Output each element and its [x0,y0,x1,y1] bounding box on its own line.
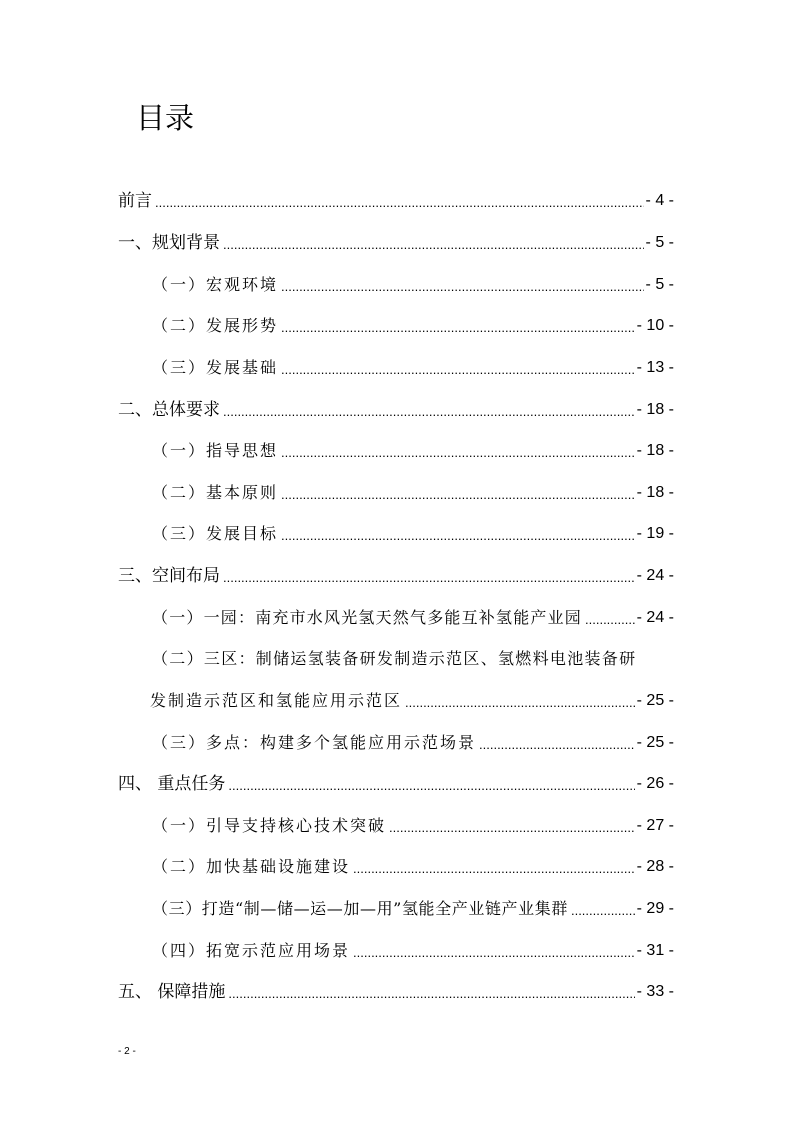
toc-entry-title: 五、 保障措施 [118,982,226,1002]
toc-leader-dots [281,446,635,459]
toc-entry[interactable] [118,769,674,795]
toc-page-number: - 31 - [636,942,674,959]
toc-entry[interactable] [118,936,674,962]
toc-entry-title: （一）一园：南充市水风光氢天然气多能互补氢能产业园 [152,608,583,627]
toc-leader-dots [281,363,635,376]
toc-leader-dots [353,946,635,959]
toc-page-number: - 28 - [636,858,674,875]
toc-page-number: - 5 - [645,234,674,251]
toc-entry[interactable] [118,811,674,837]
toc-entry-title: （一）引导支持核心技术突破 [152,816,387,835]
toc-page-number: - 24 - [636,609,674,626]
toc-entry-title: 一、规划背景 [118,233,220,253]
toc-leader-dots [281,280,644,293]
toc-entry-title: （二）基本原则 [152,483,279,502]
toc-entry-title: 三、空间布局 [118,566,220,586]
toc-entry[interactable] [118,519,674,545]
toc-leader-dots [479,738,635,751]
toc-leader-dots [155,196,644,209]
toc-leader-dots [223,238,644,251]
toc-leader-dots [223,571,635,584]
toc-page-number: - 4 - [645,192,674,209]
toc-entry-title: （三）打造“制—储—运—加—用”氢能全产业链产业集群 [152,899,568,918]
toc-entry-title: 前言 [118,191,152,211]
toc-entry[interactable] [150,686,674,712]
toc-page-number: - 19 - [636,525,674,542]
toc-entry-title: （二）发展形势 [152,316,279,335]
toc-entry[interactable] [118,311,674,337]
toc-entry-title-continuation: 发制造示范区和氢能应用示范区 [150,691,403,710]
toc-entry[interactable] [118,603,674,629]
toc-entry-title[interactable]: （二）三区：制储运氢装备研发制造示范区、氢燃料电池装备研 [152,649,637,668]
toc-entry-title: （三）多点：构建多个氢能应用示范场景 [152,733,477,752]
toc-entry-title: （一）指导思想 [152,441,279,460]
toc-entry-title: （四）拓宽示范应用场景 [152,941,351,960]
toc-entry-title: 二、总体要求 [118,400,220,420]
toc-entry[interactable] [118,478,674,504]
page-title: 目录 [136,101,195,135]
toc-entry[interactable] [118,395,674,421]
toc-page-number: - 18 - [636,442,674,459]
toc-page-number: - 13 - [636,359,674,376]
toc-leader-dots [281,529,635,542]
toc-entry[interactable] [118,977,674,1003]
toc-entry[interactable] [118,228,674,254]
toc-page-number: - 26 - [636,775,674,792]
toc-entry-title: （三）发展目标 [152,524,279,543]
toc-page-number: - 27 - [636,817,674,834]
toc-leader-dots [353,862,635,875]
toc-entry-title: 四、 重点任务 [118,774,226,794]
toc-leader-dots [228,987,634,1000]
toc-entry[interactable] [118,894,674,920]
toc-entry[interactable] [118,728,674,754]
toc-entry-title: （三）发展基础 [152,358,279,377]
toc-page-number: - 5 - [645,276,674,293]
toc-leader-dots [228,779,634,792]
toc-page-number: - 18 - [636,484,674,501]
toc-entry[interactable] [118,436,674,462]
toc-leader-dots [585,613,635,626]
toc-entry-title: （一）宏观环境 [152,275,279,294]
toc-page-number: - 29 - [636,900,674,917]
toc-page-number: - 24 - [636,567,674,584]
toc-leader-dots [389,821,635,834]
toc-page-number: - 33 - [636,983,674,1000]
toc-page-number: - 25 - [636,692,674,709]
toc-page-number: - 10 - [636,317,674,334]
toc-entry[interactable] [118,852,674,878]
toc-leader-dots [571,904,635,917]
toc-leader-dots [223,405,635,418]
toc-leader-dots [281,488,635,501]
toc-leader-dots [405,696,635,709]
page-number-footer: - 2 - [118,1046,136,1057]
toc-entry-title: （二）加快基础设施建设 [152,857,351,876]
toc-entry[interactable] [118,353,674,379]
toc-entry[interactable] [118,561,674,587]
toc-page-number: - 18 - [636,401,674,418]
toc-entry[interactable] [118,186,674,212]
toc-leader-dots [281,321,635,334]
toc-entry[interactable] [118,270,674,296]
toc-page-number: - 25 - [636,734,674,751]
